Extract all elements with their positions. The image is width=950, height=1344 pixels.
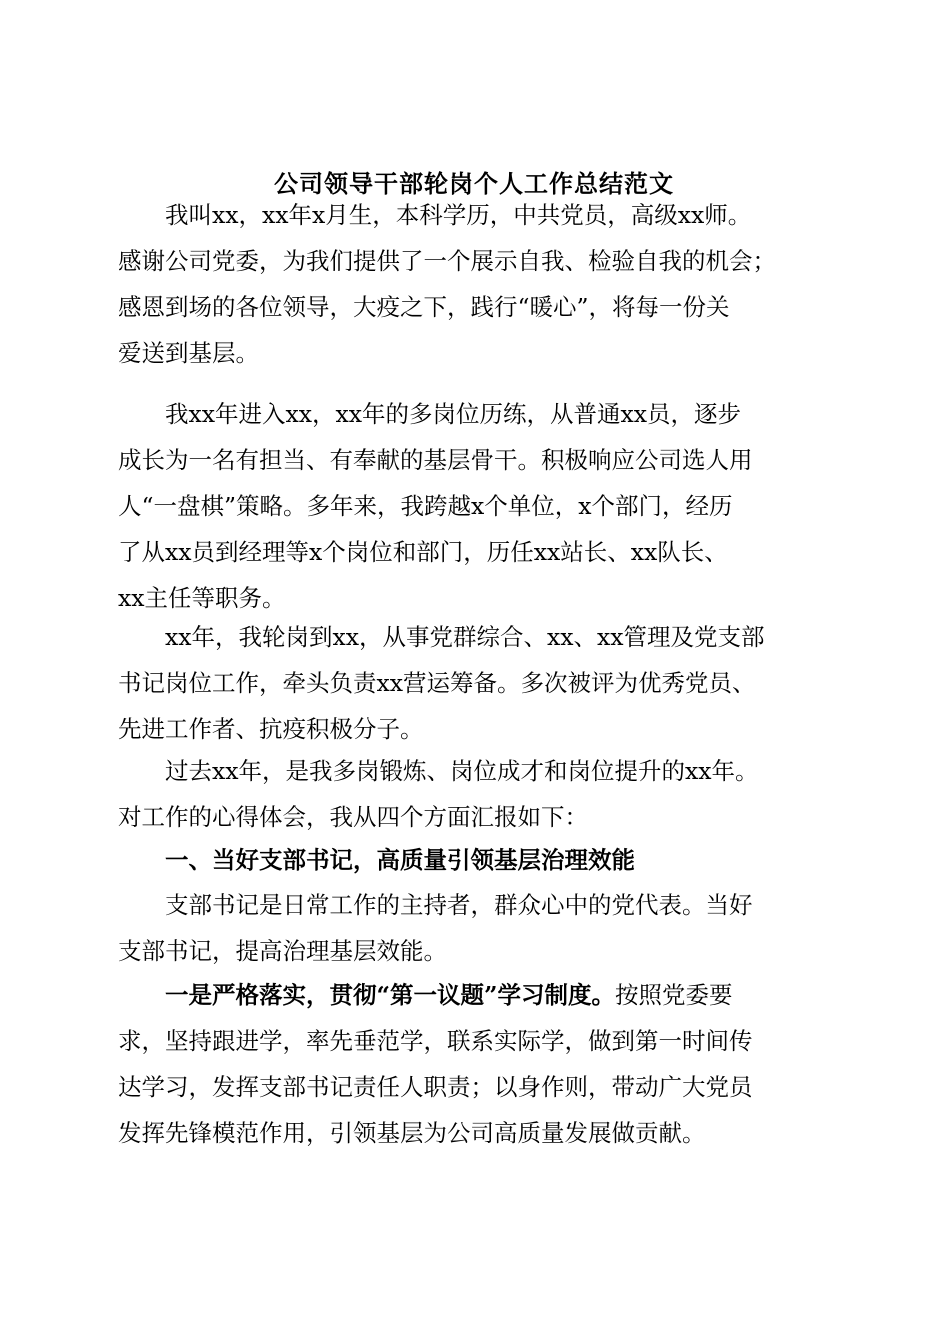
paragraph-line <box>118 972 830 1018</box>
lead-rest: 按照党委要 <box>615 981 733 1009</box>
paragraph-career <box>118 391 830 621</box>
paragraph-intro <box>118 192 830 376</box>
paragraph-line: xx年，我轮岗到xx，从事党群综合、xx、xx管理及党支部 <box>165 623 765 651</box>
bold-lead: 一是严格落实，贯彻“第一议题”学习制度。 <box>165 981 616 1009</box>
paragraph-line: 书记岗位工作，牵头负责xx营运筹备。多次被评为优秀党员、 <box>118 669 756 697</box>
paragraph-line: 爱送到基层。 <box>118 339 259 367</box>
paragraph-branch-secretary <box>118 882 830 974</box>
paragraph-line: 感谢公司党委，为我们提供了一个展示自我、检验自我的机会； <box>118 247 776 275</box>
paragraph-line: 过去xx年，是我多岗锻炼、岗位成才和岗位提升的xx年。 <box>165 757 759 785</box>
paragraph-line: 达学习，发挥支部书记责任人职责；以身作则，带动广大党员 <box>118 1073 753 1101</box>
paragraph-summary <box>118 748 830 840</box>
paragraph-line: 对工作的心得体会，我从四个方面汇报如下： <box>118 803 588 831</box>
paragraph-rotation <box>118 614 830 752</box>
paragraph-line: 了从xx员到经理等x个岗位和部门，历任xx站长、xx队长、 <box>118 538 728 566</box>
paragraph-line: 我叫xx，xx年x月生，本科学历，中共党员，高级xx师。 <box>165 201 752 229</box>
paragraph-line: 支部书记是日常工作的主持者，群众心中的党代表。当好 <box>165 891 753 919</box>
paragraph-line: 成长为一名有担当、有奉献的基层骨干。积极响应公司选人用 <box>118 446 753 474</box>
paragraph-line: 支部书记，提高治理基层效能。 <box>118 937 447 965</box>
paragraph-line: 发挥先锋模范作用，引领基层为公司高质量发展做贡献。 <box>118 1119 706 1147</box>
paragraph-first-point <box>118 972 830 1156</box>
paragraph-line: 人“一盘棋”策略。多年来，我跨越x个单位，x个部门，经历 <box>118 492 733 520</box>
section-heading <box>118 837 830 883</box>
paragraph-line: 感恩到场的各位领导，大疫之下，践行“暖心”，将每一份关 <box>118 293 730 321</box>
paragraph-line: 先进工作者、抗疫积极分子。 <box>118 715 424 743</box>
document-title: 公司领导干部轮岗个人工作总结范文 <box>274 169 674 198</box>
paragraph-line: xx主任等职务。 <box>118 584 286 612</box>
section-heading-text: 一、当好支部书记，高质量引领基层治理效能 <box>165 846 635 874</box>
paragraph-line: 求，坚持跟进学，率先垂范学，联系实际学，做到第一时间传 <box>118 1027 753 1055</box>
paragraph-line: 我xx年进入xx，xx年的多岗位历练，从普通xx员，逐步 <box>165 400 742 428</box>
